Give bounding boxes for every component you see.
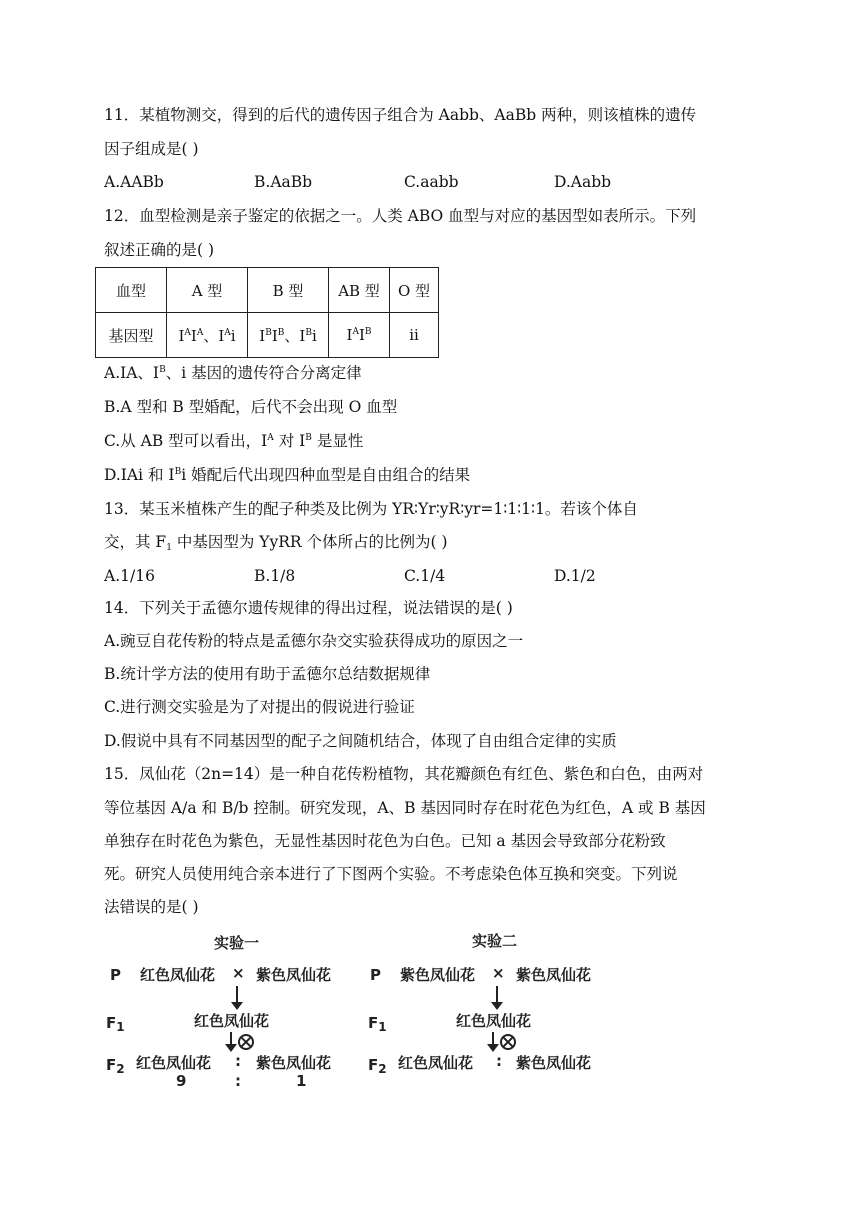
table-header-cell: O 型 <box>390 268 439 313</box>
table-header-cell: AB 型 <box>329 268 390 313</box>
q14-option-a: A.豌豆自花传粉的特点是孟德尔杂交实验获得成功的原因之一 <box>104 632 524 650</box>
blood-type-table <box>95 267 439 358</box>
exp1-f2-left: 红色凤仙花 <box>136 1054 212 1072</box>
genotype-a-cell: $I^AI^A$、$I^Ai$ <box>167 313 248 358</box>
q11-stem-line2: 因子组成是( ) <box>104 140 199 158</box>
q11-option-a: A.AABb <box>104 173 164 191</box>
q11-option-c: C.aabb <box>404 173 459 191</box>
q14-option-b: B.统计学方法的使用有助于孟德尔总结数据规律 <box>104 665 431 683</box>
q11-option-b: B.AaBb <box>254 173 313 191</box>
q15-stem-line5: 法错误的是( ) <box>104 898 199 916</box>
q13-option-c: C.1/4 <box>404 567 446 585</box>
exp1-selfing-arrow-icon <box>224 1032 238 1052</box>
exp1-down-arrow-icon <box>230 986 244 1010</box>
exp1-p-right: 紫色凤仙花 <box>256 966 332 984</box>
exp1-colon: : <box>235 1052 241 1070</box>
q15-stem-line1: 15．凤仙花（2n=14）是一种自花传粉植物，其花瓣颜色有红色、紫色和白色，由两对 <box>104 765 704 783</box>
q13-stem-line1: 13．某玉米植株产生的配子种类及比例为 YR∶Yr∶yR∶yr=1∶1∶1∶1。若该个体自 <box>104 500 638 518</box>
exp2-title: 实验二 <box>472 932 518 950</box>
exp1-f2-right: 紫色凤仙花 <box>256 1054 332 1072</box>
q13-option-d: D.1/2 <box>554 567 596 585</box>
exp2-selfing-arrow-icon <box>486 1032 500 1052</box>
q12-option-d: D.IAi 和 $I^Bi$ 婚配后代出现四种血型是自由组合的结果 <box>104 466 471 484</box>
exp2-f2-left: 红色凤仙花 <box>398 1054 474 1072</box>
table-header-cell: 血型 <box>96 268 167 313</box>
exp2-f1-label: $F_1$ <box>368 1014 387 1034</box>
table-row <box>96 313 439 358</box>
q11-stem-line1: 11．某植物测交，得到的后代的遗传因子组合为 Aabb、AaBb 两种，则该植株的遗传 <box>104 106 697 124</box>
exp2-p-label: P <box>370 966 381 984</box>
q12-stem-line1: 12．血型检测是亲子鉴定的依据之一。人类 ABO 血型与对应的基因型如表所示。下列 <box>104 207 697 225</box>
genotype-b-cell: $I^BI^B$、$I^Bi$ <box>248 313 329 358</box>
q13-stem-line2: 交，其 $F_1$ 中基因型为 YyRR 个体所占的比例为( ) <box>104 533 448 553</box>
q13-option-a: A.1/16 <box>104 567 155 585</box>
exp1-f2-label: $F_2$ <box>106 1056 125 1076</box>
exp1-ratio-left: 9 <box>176 1072 187 1090</box>
exp2-f2-label: $F_2$ <box>368 1056 387 1076</box>
q15-stem-line2: 等位基因 A/a 和 B/b 控制。研究发现，A、B 基因同时存在时花色为红色，A 或 B 基因 <box>104 799 706 817</box>
exp2-f1: 红色凤仙花 <box>456 1012 532 1030</box>
exp2-cross: × <box>492 964 505 982</box>
q15-stem-line3: 单独存在时花色为紫色，无显性基因时花色为白色。已知 a 基因会导致部分花粉致 <box>104 832 666 850</box>
q12-option-c: C.从 AB 型可以看出，$I^A$ 对 $I^B$ 是显性 <box>104 432 364 450</box>
q11-options <box>104 172 724 192</box>
q11-option-d: D.Aabb <box>554 173 612 191</box>
exp1-title: 实验一 <box>214 934 260 952</box>
exp1-f1-label: $F_1$ <box>106 1014 125 1034</box>
crossing-experiments-figure <box>104 928 624 1098</box>
table-row <box>96 268 439 313</box>
exp2-selfing-icon <box>500 1034 516 1050</box>
q13-options <box>104 566 724 586</box>
exp2-down-arrow-icon <box>490 986 504 1010</box>
exp1-f1: 红色凤仙花 <box>194 1012 270 1030</box>
table-header-cell: B 型 <box>248 268 329 313</box>
exp1-selfing-icon <box>238 1034 254 1050</box>
exp2-f2-right: 紫色凤仙花 <box>516 1054 592 1072</box>
table-row-label: 基因型 <box>96 313 167 358</box>
exp1-ratio-right: 1 <box>296 1072 307 1090</box>
q12-option-b: B.A 型和 B 型婚配，后代不会出现 O 血型 <box>104 398 398 416</box>
exp1-ratio-colon: : <box>235 1072 241 1090</box>
exp1-p-label: P <box>110 966 121 984</box>
q12-option-a: A.IA、$I^B$、i 基因的遗传符合分离定律 <box>104 364 362 382</box>
q15-stem-line4: 死。研究人员使用纯合亲本进行了下图两个实验。不考虑染色体互换和突变。下列说 <box>104 865 678 883</box>
exp1-cross: × <box>232 964 245 982</box>
genotype-ab-cell: $I^AI^B$ <box>329 313 390 358</box>
exp2-colon: : <box>496 1052 502 1070</box>
exp2-p-left: 紫色凤仙花 <box>400 966 476 984</box>
q13-option-b: B.1/8 <box>254 567 296 585</box>
genotype-o-cell: ii <box>390 313 439 358</box>
exp1-p-left: 红色凤仙花 <box>140 966 216 984</box>
q14-option-d: D.假说中具有不同基因型的配子之间随机结合，体现了自由组合定律的实质 <box>104 732 617 750</box>
q14-option-c: C.进行测交实验是为了对提出的假说进行验证 <box>104 698 415 716</box>
q14-stem: 14．下列关于孟德尔遗传规律的得出过程，说法错误的是( ) <box>104 599 513 617</box>
table-header-cell: A 型 <box>167 268 248 313</box>
q12-stem-line2: 叙述正确的是( ) <box>104 241 215 259</box>
exp2-p-right: 紫色凤仙花 <box>516 966 592 984</box>
